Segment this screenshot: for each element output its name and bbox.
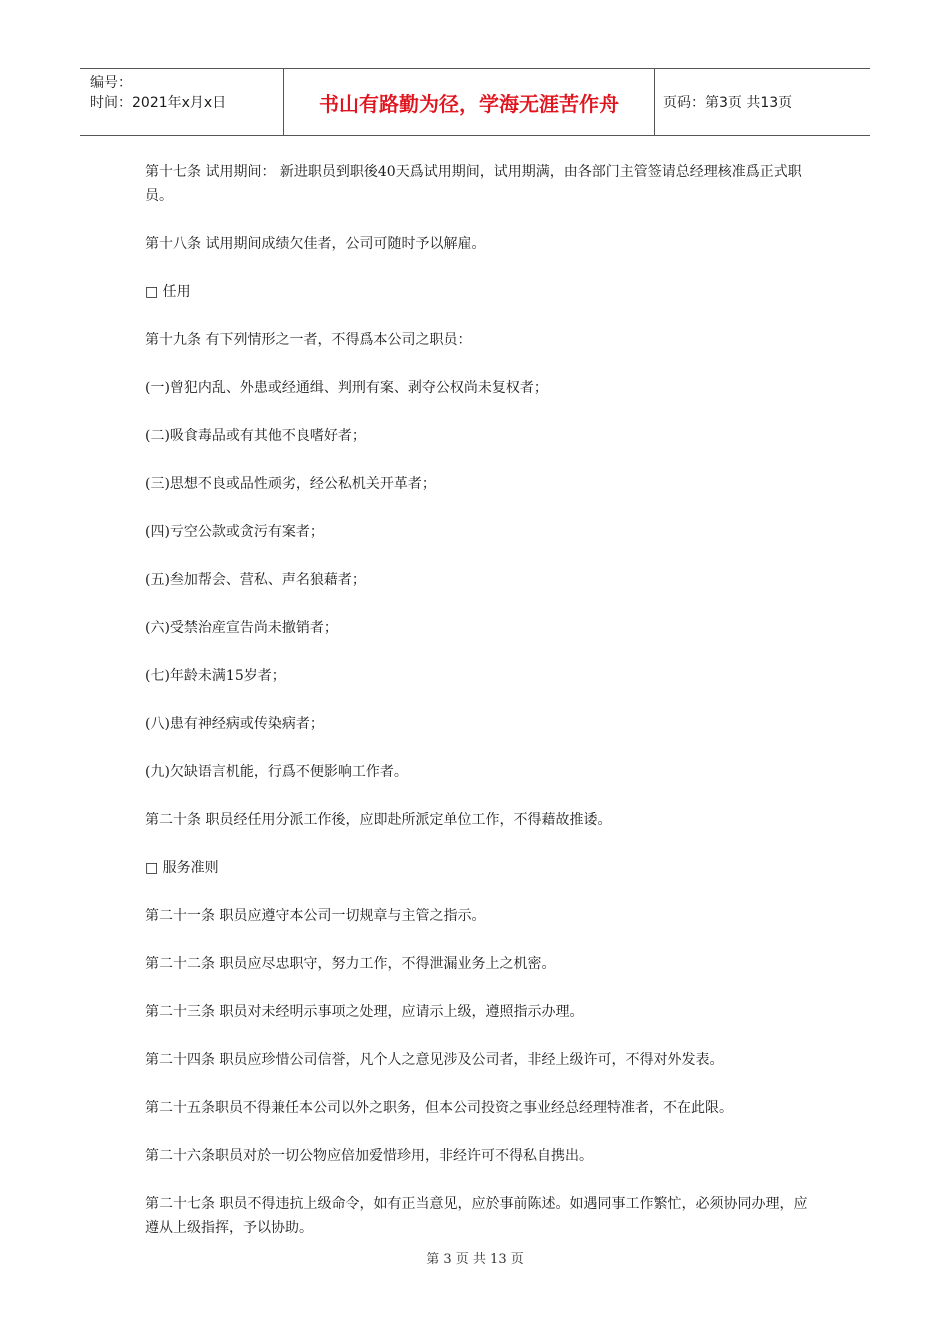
- article-24: 第二十四条 职员应珍惜公司信誉，凡个人之意见涉及公司者，非经上级许可，不得对外发表。: [145, 1052, 724, 1068]
- page-header: [80, 68, 870, 136]
- motto: 书山有路勤为径，学海无涯苦作舟: [283, 69, 655, 135]
- list-item: (七)年龄未满15岁者；: [145, 668, 286, 684]
- article-19: 第十九条 有下列情形之一者，不得爲本公司之职员：: [145, 332, 472, 348]
- section-heading-service-rules: □ 服务准则: [145, 860, 219, 876]
- article-18: 第十八条 试用期间成绩欠佳者，公司可随时予以解雇。: [145, 236, 486, 252]
- time-label: 时间：2021年x月x日: [90, 95, 227, 111]
- page-info: 页码：第3页 共13页: [663, 95, 793, 111]
- article-17: 第十七条 试用期间： 新进职员到职後40天爲试用期间，试用期满，由各部门主管签请总经理核准爲正式职员。: [145, 164, 802, 204]
- list-item: (三)思想不良或品性顽劣，经公私机关开革者；: [145, 476, 436, 492]
- number-label: 编号：: [90, 75, 132, 91]
- document-body: [145, 160, 815, 1264]
- article-22: 第二十二条 职员应尽忠职守，努力工作，不得泄漏业务上之机密。: [145, 956, 556, 972]
- list-item: (九)欠缺语言机能，行爲不便影响工作者。: [145, 764, 408, 780]
- article-27: 第二十七条 职员不得违抗上级命令，如有正当意见，应於事前陈述。如遇同事工作繁忙，必须协同办理，应遵从上级指挥，予以协助。: [145, 1196, 808, 1236]
- article-23: 第二十三条 职员对未经明示事项之处理，应请示上级，遵照指示办理。: [145, 1004, 584, 1020]
- article-21: 第二十一条 职员应遵守本公司一切规章与主管之指示。: [145, 908, 486, 924]
- list-item: (六)受禁治産宣告尚未撤销者；: [145, 620, 338, 636]
- list-item: (四)亏空公款或贪污有案者；: [145, 524, 324, 540]
- list-item: (五)叁加帮会、营私、声名狼藉者；: [145, 572, 366, 588]
- list-item: (二)吸食毒品或有其他不良嗜好者；: [145, 428, 366, 444]
- list-item: (一)曾犯内乱、外患或经通缉、判刑有案、剥夺公权尚未复权者；: [145, 380, 548, 396]
- list-item: (八)患有神经病或传染病者；: [145, 716, 324, 732]
- section-heading-appointment: □ 任用: [145, 284, 191, 300]
- article-20: 第二十条 职员经任用分派工作後，应即赴所派定单位工作，不得藉故推诿。: [145, 812, 612, 828]
- page-footer: 第 3 页 共 13 页: [426, 1252, 524, 1267]
- article-26: 第二十六条职员对於一切公物应倍加爱惜珍用，非经许可不得私自携出。: [145, 1148, 593, 1164]
- header-left-cell: [80, 69, 283, 135]
- article-25: 第二十五条职员不得兼任本公司以外之职务，但本公司投资之事业经总经理特准者，不在此限。: [145, 1100, 733, 1116]
